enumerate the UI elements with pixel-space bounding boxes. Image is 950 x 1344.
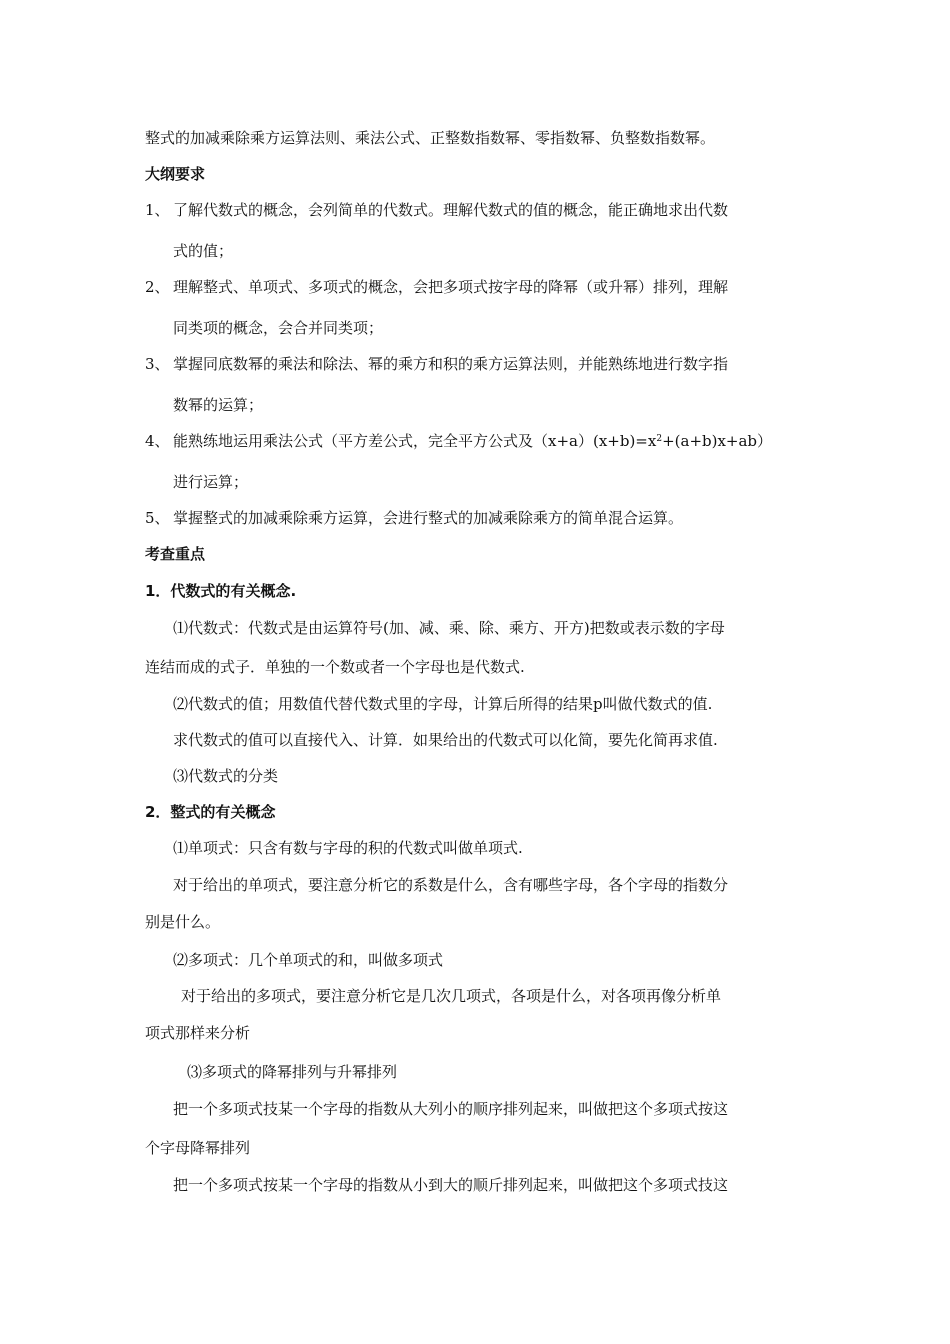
s2-para-2: 对于给出的单项式，要注意分析它的系数是什么，含有哪些字母，各个字母的指数分 [173, 876, 729, 894]
s1-para-2-cont: 求代数式的值可以直接代入、计算．如果给出的代数式可以化简，要先化简再求值. [173, 731, 718, 749]
syllabus-item-3-cont: 数幂的运算； [173, 396, 264, 414]
syllabus-heading: 大纲要求 [145, 165, 206, 183]
item-text: 理解整式、单项式、多项式的概念，会把多项式按字母的降幂（或升幂）排列，理解 [173, 278, 729, 296]
s2-para-7: 把一个多项式按某一个字母的指数从小到大的顺斤排列起来，叫做把这个多项式技这 [173, 1176, 729, 1194]
section-1-title: 1．代数式的有关概念. [145, 582, 297, 600]
item-number: 2、 [145, 278, 170, 296]
syllabus-item-2 [145, 276, 728, 298]
item-number: 4、 [145, 432, 170, 450]
focus-heading: 考查重点 [145, 545, 206, 563]
s1-para-3: ⑶代数式的分类 [173, 767, 279, 785]
section-2-title: 2．整式的有关概念 [145, 803, 276, 821]
item-number: 3、 [145, 355, 170, 373]
intro-text: 整式的加减乘除乘方运算法则、乘法公式、正整数指数幂、零指数幂、负整数指数幂。 [145, 129, 716, 147]
s2-para-5: ⑶多项式的降幂排列与升幂排列 [187, 1063, 398, 1081]
syllabus-item-3 [145, 353, 728, 375]
s2-para-3: ⑵多项式：几个单项式的和，叫做多项式 [173, 951, 444, 969]
syllabus-item-2-cont: 同类项的概念，会合并同类项； [173, 319, 384, 337]
s2-para-6: 把一个多项式技某一个字母的指数从大列小的顺序排列起来，叫做把这个多项式按这 [173, 1100, 729, 1118]
syllabus-item-4-cont: 进行运算； [173, 473, 249, 491]
s2-para-4: 对于给出的多项式，要注意分析它是几次几项式，各项是什么，对各项再像分析单 [181, 987, 722, 1005]
item-number: 5、 [145, 509, 170, 527]
item-text-tail: +(a+b)x+ab） [662, 432, 773, 450]
item-text: 能熟练地运用乘法公式（平方差公式，完全平方公式及（x+a）(x+b)=x [173, 432, 657, 450]
syllabus-item-5 [145, 507, 683, 529]
item-text: 掌握同底数幂的乘法和除法、幂的乘方和积的乘方运算法则，并能熟练地进行数字指 [173, 355, 729, 373]
item-number: 1、 [145, 201, 170, 219]
s1-para-1-cont: 连结而成的式子．单独的一个数或者一个字母也是代数式. [145, 658, 525, 676]
syllabus-item-4 [145, 430, 772, 452]
item-text: 掌握整式的加减乘除乘方运算，会进行整式的加减乘除乘方的简单混合运算。 [173, 509, 684, 527]
item-text: 了解代数式的概念，会列简单的代数式。理解代数式的值的概念，能正确地求出代数 [173, 201, 729, 219]
exponent: 2 [656, 434, 663, 444]
s2-para-1: ⑴单项式：只含有数与字母的积的代数式叫做单项式. [173, 839, 523, 857]
s2-para-4-cont: 项式那样来分析 [145, 1024, 251, 1042]
syllabus-item-1-cont: 式的值； [173, 242, 234, 260]
s1-para-2: ⑵代数式的值；用数值代替代数式里的字母，计算后所得的结果p叫做代数式的值. [173, 695, 713, 713]
s2-para-2-cont: 别是什么。 [145, 913, 221, 931]
s2-para-6-cont: 个字母降幂排列 [145, 1139, 251, 1157]
s1-para-1: ⑴代数式：代数式是由运算符号(加、减、乘、除、乘方、开方)把数或表示数的字母 [173, 619, 725, 637]
syllabus-item-1 [145, 199, 728, 221]
